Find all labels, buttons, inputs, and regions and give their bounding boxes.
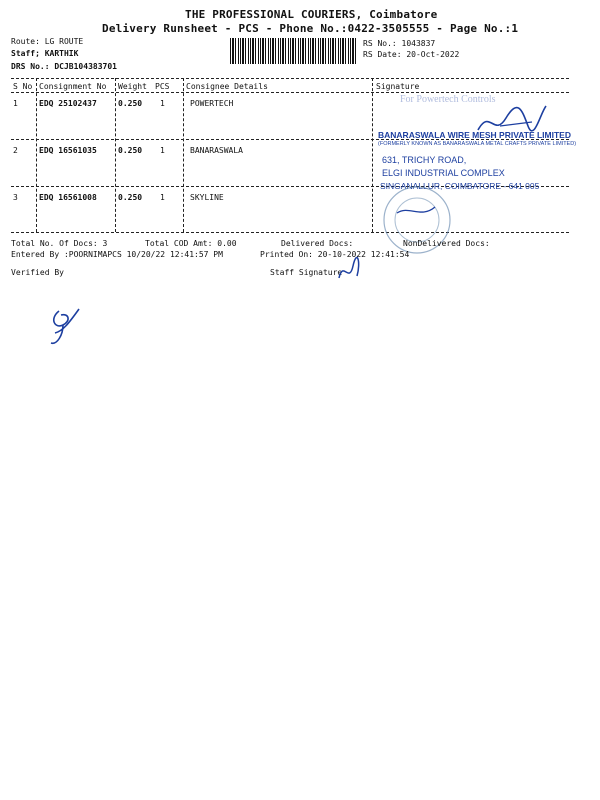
cell-consignee: POWERTECH [190, 99, 234, 108]
cell-pcs: 1 [160, 99, 165, 108]
column-divider [36, 78, 37, 232]
stamp-company: BANARASWALA WIRE MESH PRIVATE LIMITED [378, 130, 571, 140]
printed-on: Printed On: 20-10-2022 12:41:54 [260, 250, 410, 259]
column-divider [183, 78, 184, 232]
staff-signature-mark [335, 256, 365, 286]
faded-stamp-text: For Powertech Controls [400, 94, 496, 105]
cell-consignment: EDQ 16561008 [39, 193, 97, 202]
route-label: Route: LG ROUTE [11, 37, 84, 46]
cell-consignment: EDQ 25102437 [39, 99, 97, 108]
stamp-address-2: ELGI INDUSTRIAL COMPLEX [382, 168, 505, 178]
cell-sno: 3 [13, 193, 18, 202]
col-header-pcs: PCS [155, 82, 170, 91]
col-header-consignee: Consignee Details [186, 82, 268, 91]
table-top-rule [11, 78, 569, 79]
rs-date: RS Date: 20-Oct-2022 [363, 50, 460, 59]
total-cod: Total COD Amt: 0.00 [145, 239, 237, 248]
column-divider [372, 78, 373, 232]
runsheet-title: Delivery Runsheet - PCS - Phone No.:0422-3505555 - Page No.:1 [102, 22, 519, 35]
cell-consignment: EDQ 16561035 [39, 146, 97, 155]
cell-weight: 0.250 [118, 146, 143, 155]
cell-pcs: 1 [160, 193, 165, 202]
stamp-formerly: (FORMERLY KNOWN AS BANARASWALA METAL CRAFTS PRIVATE LIMITED) [378, 141, 577, 147]
col-header-sno: S No [13, 82, 33, 91]
staff-signature-label: Staff Signature [270, 268, 343, 277]
cell-sno: 2 [13, 146, 18, 155]
cell-sno: 1 [13, 99, 18, 108]
company-title: THE PROFESSIONAL COURIERS, Coimbatore [185, 8, 438, 21]
non-delivered-docs: NonDelivered Docs: [403, 239, 490, 248]
stamp-address-1: 631, TRICHY ROAD, [382, 155, 467, 165]
table-header-rule [11, 92, 569, 93]
cell-weight: 0.250 [118, 193, 143, 202]
stamp-address-3: SINGANALLUR, COIMBATORE - 641 005 [380, 181, 540, 191]
table-bottom-rule [11, 232, 569, 233]
col-header-weight: Weight [118, 82, 147, 91]
col-header-consignment: Consignment No [39, 82, 107, 91]
round-seal [375, 185, 465, 260]
cell-consignee: BANARASWALA [190, 146, 243, 155]
verified-by-signature [45, 305, 85, 350]
cell-consignee: SKYLINE [190, 193, 224, 202]
entered-by: Entered By :POORNIMAPCS 10/20/22 12:41:57 PM [11, 250, 223, 259]
total-docs: Total No. Of Docs: 3 [11, 239, 108, 248]
staff-label: Staff; KARTHIK [11, 49, 79, 58]
cell-pcs: 1 [160, 146, 165, 155]
delivered-docs: Delivered Docs: [281, 239, 354, 248]
column-divider [115, 78, 116, 232]
verified-by-label: Verified By [11, 268, 64, 277]
rs-number: RS No.: 1043837 [363, 39, 436, 48]
barcode [230, 38, 356, 64]
cell-weight: 0.250 [118, 99, 143, 108]
drs-number: DRS No.: DCJB104383701 [11, 62, 117, 71]
col-header-signature: Signature [376, 82, 420, 91]
